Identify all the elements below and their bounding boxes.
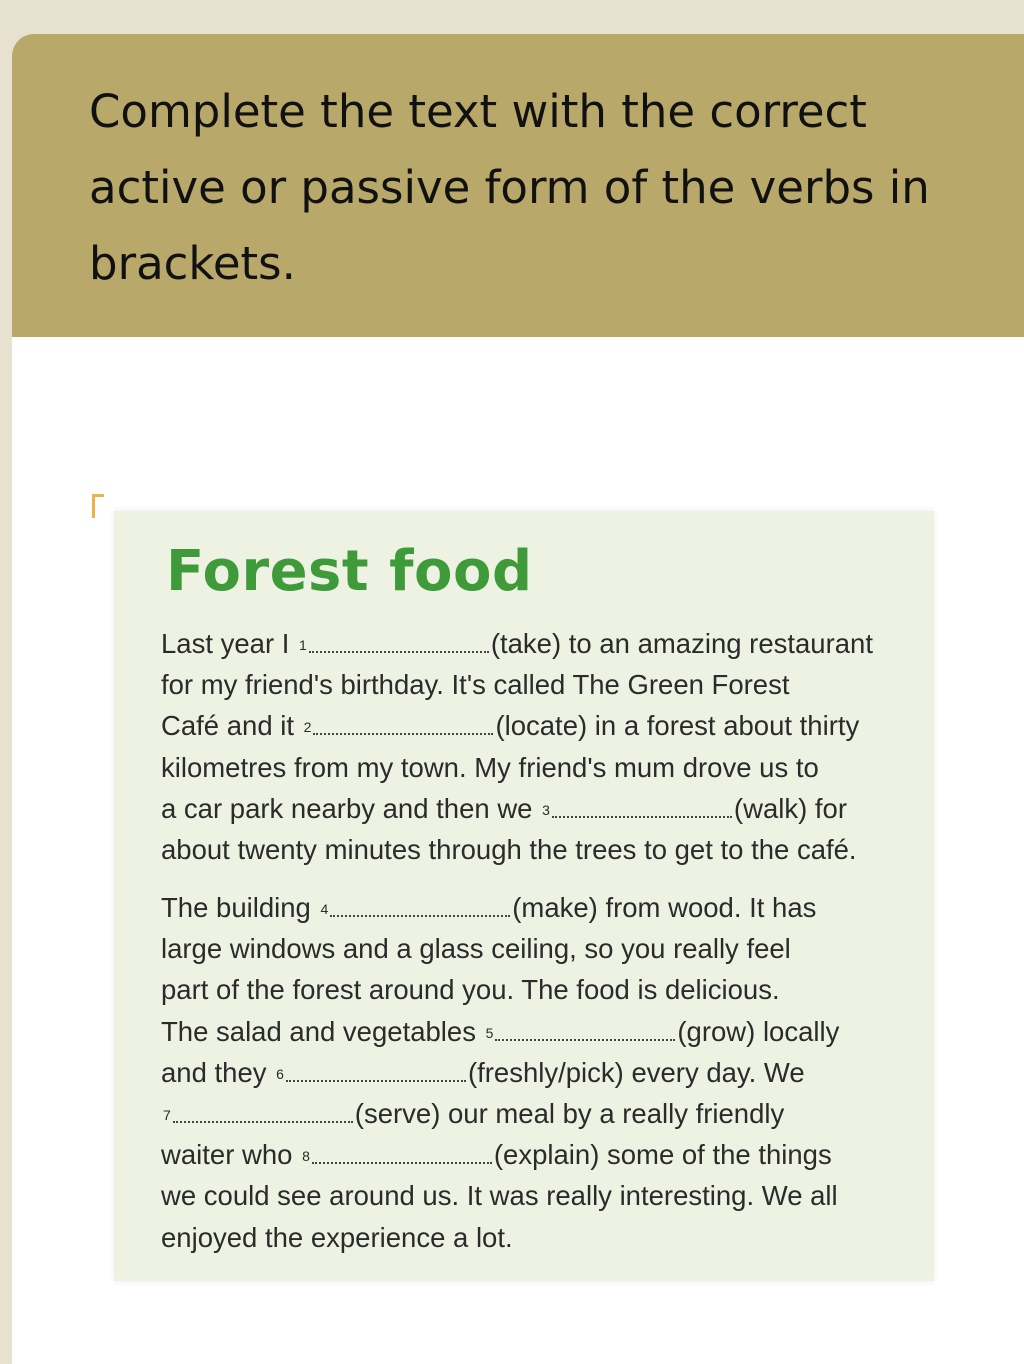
paragraph-2 (161, 887, 901, 1258)
answer-gap (313, 713, 493, 735)
gap-number: 4 (320, 901, 329, 917)
exercise-title: Forest food (166, 539, 533, 604)
text-line: Last year I $^1$ (take) to an amazing restaurant (161, 628, 873, 659)
gap-number: 2 (303, 719, 312, 736)
text-line: and they $^6$ (freshly/pick) every day. We (161, 1056, 805, 1088)
answer-gap (286, 1060, 466, 1082)
gap-number: 6 (276, 1065, 284, 1082)
answer-gap (309, 631, 489, 653)
exercise-image (114, 511, 934, 1281)
text-line: kilometres from my town. My friend's mum drove us to (161, 751, 819, 783)
text-line: Café and it $^2$ (locate) in a forest about thirty (161, 710, 860, 742)
text-line: part of the forest around you. The food is delicious. (161, 974, 780, 1006)
answer-gap (552, 796, 732, 818)
question-card (12, 34, 1024, 1364)
answer-gap (173, 1101, 353, 1123)
gap-number: 3 (542, 801, 550, 818)
gap-number: 7 (163, 1107, 171, 1124)
question-text: Complete the text with the correct active or passive form of the verbs in brackets. (89, 85, 930, 290)
resize-handle-icon-top (92, 494, 104, 497)
text-line: for my friend's birthday. It's called The Green Forest (161, 669, 790, 701)
text-line: waiter who $^8$ (explain) some of the things (161, 1139, 832, 1171)
text-line: enjoyed the experience a lot. (161, 1221, 513, 1253)
question-header (12, 34, 1024, 337)
gap-number: 1 (299, 637, 307, 653)
text-line: $^7$ (serve) our meal by a really friendly (163, 1098, 785, 1130)
resize-handle-icon (92, 494, 95, 518)
answer-gap (330, 895, 510, 917)
text-line: we could see around us. It was really interesting. We all (161, 1180, 838, 1212)
answer-gap (312, 1142, 492, 1164)
text-line: The salad and vegetables $^5$ (grow) locally (161, 1015, 840, 1047)
text-line: a car park nearby and then we $^3$ (walk) for (161, 792, 847, 824)
answer-gap (495, 1019, 675, 1041)
text-line: about twenty minutes through the trees to get to the café. (161, 834, 857, 866)
gap-number: 5 (485, 1024, 494, 1041)
paragraph-1 (161, 623, 901, 870)
gap-number: 8 (302, 1148, 310, 1165)
text-line: The building $^4$ (make) from wood. It has (161, 892, 817, 923)
text-line: large windows and a glass ceiling, so you really feel (161, 933, 791, 965)
